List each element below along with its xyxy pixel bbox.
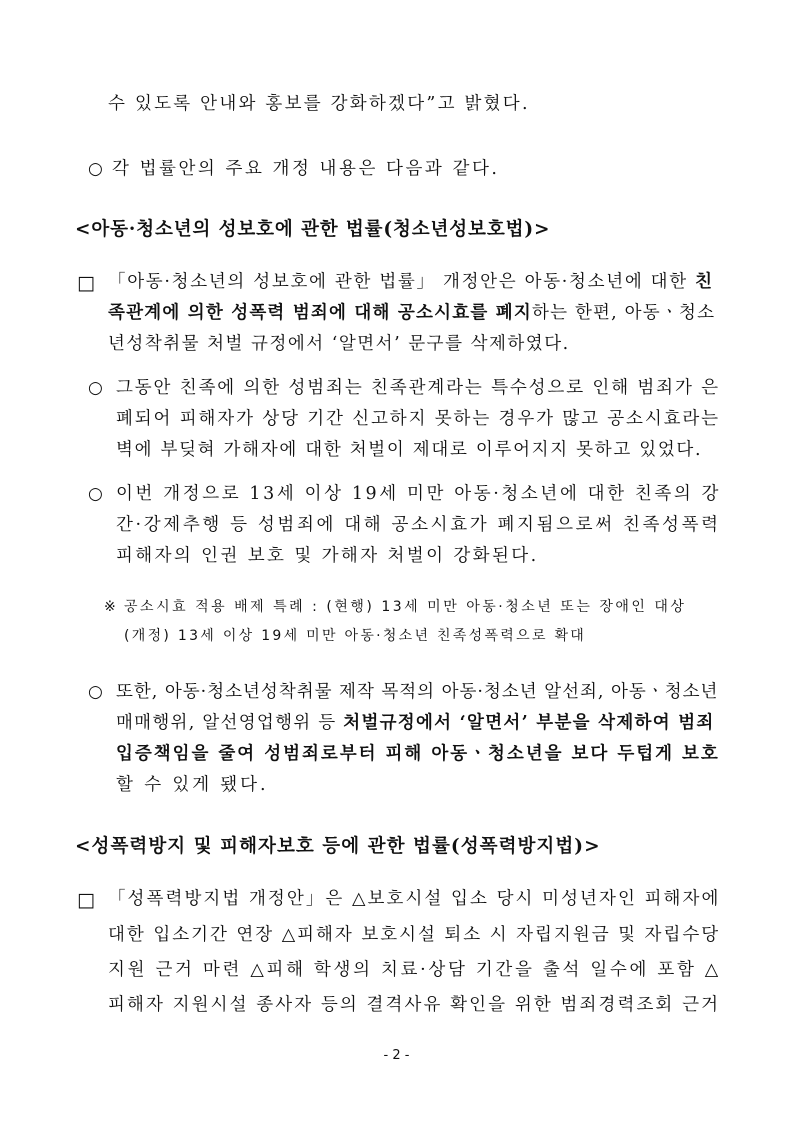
checkbox-square: □ [77,272,95,294]
youth-act-para-line-1 [108,272,714,292]
youth-act-para-line-2 [108,303,715,323]
bullet-3-line-3: 입증책임을 줄여 성범죄로부터 피해 아동ㆍ청소년을 보다 두텁게 보호 [116,744,720,764]
bullet-2-line-3: 피해자의 인권 보호 및 가해자 처벌이 강화된다. [116,546,539,566]
bullet-2-line-2: 간·강제추행 등 성범죄에 대해 공소시효가 폐지됨으로써 친족성폭력 [116,515,721,535]
note-mark: ※ [104,599,116,615]
note-line-2: (개정) 13세 이상 19세 미만 아동·청소년 친족성폭력으로 확대 [124,628,587,644]
violence-act-line-1: 「성폭력방지법 개정안」은 △보호시설 입소 당시 미성년자인 피해자에 [108,889,721,909]
bullet-circle: ○ [88,378,103,398]
bullet-circle: ○ [88,159,103,179]
youth-act-para-line-2-text: 하는 한편, 아동ㆍ청소 [531,303,716,323]
bullet-1-line-3: 벽에 부딪혀 가해자에 대한 처벌이 제대로 이루어지지 못하고 있었다. [116,440,703,460]
youth-act-para-line-3: 년성착취물 처벌 규정에서 ‘알면서’ 문구를 삭제하였다. [108,334,570,354]
bullet-3-line-1: 또한, 아동·청소년성착취물 제작 목적의 아동·청소년 알선죄, 아동ㆍ청소년 [116,682,719,702]
checkbox-square: □ [77,889,95,911]
youth-act-para-line-1-bold: 친 [695,272,714,292]
youth-act-para-line-2-bold: 족관계에 의한 성폭력 범죄에 대해 공소시효를 폐지 [108,303,532,323]
bullet-3-line-2 [116,713,715,733]
youth-act-para-line-1-text: 「아동·청소년의 성보호에 관한 법률」 개정안은 아동·청소년에 대한 [108,272,696,292]
bullet-circle: ○ [88,682,103,702]
section-heading-youth-act: <아동·청소년의 성보호에 관한 법률(청소년성보호법)> [75,219,551,240]
intro-line-2: 각 법률안의 주요 개정 내용은 다음과 같다. [112,159,500,179]
bullet-circle: ○ [88,484,103,504]
violence-act-line-2: 대한 입소기간 연장 △피해자 보호시설 퇴소 시 자립지원금 및 자립수당 [108,925,721,945]
intro-line-1: 수 있도록 안내와 홍보를 강화하겠다”고 밝혔다. [108,94,530,114]
page-number: - 2 - [383,1048,410,1063]
section-heading-violence-act: <성폭력방지 및 피해자보호 등에 관한 법률(성폭력방지법)> [75,836,601,857]
bullet-3-line-4: 할 수 있게 됐다. [116,775,269,795]
bullet-1-line-1: 그동안 친족에 의한 성범죄는 친족관계라는 특수성으로 인해 범죄가 은 [116,378,720,398]
bullet-1-line-2: 폐되어 피해자가 상당 기간 신고하지 못하는 경우가 많고 공소시효라는 [116,409,720,429]
bullet-3-line-2-bold: 처벌규정에서 ‘알면서’ 부분을 삭제하여 범죄 [343,713,715,733]
violence-act-line-3: 지원 근거 마련 △피해 학생의 치료·상담 기간을 출석 일수에 포함 △ [108,960,721,980]
bullet-3-line-2-text: 매매행위, 알선영업행위 등 [116,713,344,733]
bullet-2-line-1: 이번 개정으로 13세 이상 19세 미만 아동·청소년에 대한 친족의 강 [116,484,722,504]
note-line-1: 공소시효 적용 배제 특례 : (현행) 13세 미만 아동·청소년 또는 장애인 대상 [124,599,687,615]
violence-act-line-4: 피해자 지원시설 종사자 등의 결격사유 확인을 위한 범죄경력조회 근거 [108,995,721,1015]
